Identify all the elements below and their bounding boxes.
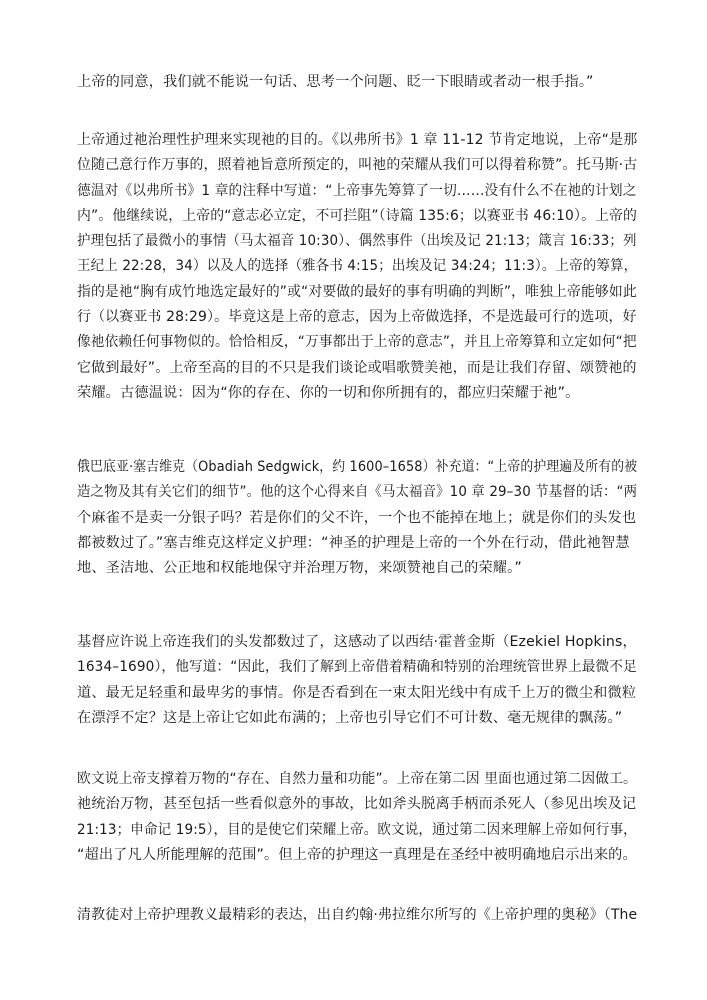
paragraph — [77, 128, 637, 406]
text-line: 基督应许说上帝连我们的头发都数过了，这感动了以西结·霍普金斯（Ezekiel Hopkins， — [77, 634, 637, 650]
paragraph — [77, 630, 637, 731]
text-line: 祂统治万物，甚至包括一些看似意外的事故，比如斧头脱离手柄而杀死人（参见出埃及记 — [77, 796, 637, 813]
text-line: 清教徒对上帝护理教义最精彩的表达，出自约翰·弗拉维尔所写的《上帝护理的奥秘》（The — [77, 907, 638, 923]
text-line: 它做到最好”。上帝至高的目的不只是我们谈论或唱歌赞美祂，而是让我们存留、颂赞祂的 — [77, 359, 637, 376]
text-line: 21:13；申命记 19:5），目的是使它们荣耀上帝。欧文说，通过第二因来理解上帝如何行事， — [77, 821, 637, 838]
text-line: 行（以赛亚书 28:29）。毕竟这是上帝的意志，因为上帝做选择，不是选最可行的选项，好 — [77, 309, 637, 326]
text-line: 都被数过了。”塞吉维克这样定义护理：“神圣的护理是上帝的一个外在行动，借此祂智慧 — [77, 534, 630, 551]
paragraph — [77, 767, 637, 868]
text-line: 俄巴底亚·塞吉维克（Obadiah Sedgwick，约 1600–1658）补充道：“上帝的护理遍及所有的被 — [77, 459, 638, 475]
text-line: 造之物及其有关它们的细节”。他的这个心得来自《马太福音》10 章 29–30 节基督的话：“两 — [77, 484, 638, 501]
text-line: “超出了凡人所能理解的范围”。但上帝的护理这一真理是在圣经中被明确地启示出来的。 — [77, 846, 637, 863]
paragraph — [77, 455, 637, 581]
text-line: 上帝通过祂治理性护理来实现祂的目的。《以弗所书》1 章 11-12 节肯定地说，上帝“是那 — [77, 132, 638, 148]
text-line: 王纪上 22:28，34）以及人的选择（雅各书 4:15；出埃及记 34:24；11:3）。上帝的筹算， — [77, 258, 638, 275]
text-line: 荣耀。古德温说：因为“你的存在、你的一切和你所拥有的，都应归荣耀于祂”。 — [77, 384, 580, 401]
text-line: 像祂依赖任何事物似的。恰恰相反，“万事都出于上帝的意志”，并且上帝筹算和立定如何“把 — [77, 334, 637, 351]
text-line: 内”。他继续说，上帝的“意志必立定，不可拦阻”（诗篇 135:6；以赛亚书 46:10）。上帝的 — [77, 207, 638, 224]
text-line: 道、最无足轻重和最卑劣的事情。你是否看到在一束太阳光线中有成千上万的微尘和微粒 — [77, 684, 637, 701]
text-line: 欧文说上帝支撑着万物的“存在、自然力量和功能”。上帝在第二因 里面也通过第二因做工。 — [77, 771, 637, 787]
text-line: 护理包括了最微小的事情（马太福音 10:30）、偶然事件（出埃及记 21:13；箴言 16:33；列 — [77, 233, 637, 250]
text-line: 个麻雀不是卖一分银子吗？若是你们的父不许，一个也不能掉在地上；就是你们的头发也 — [77, 509, 637, 526]
paragraph — [77, 70, 637, 95]
text-line: 指的是祂“胸有成竹地选定最好的”或“对要做的最好的事有明确的判断”，唯独上帝能够如此 — [77, 283, 637, 300]
text-line: 德温对《以弗所书》1 章的注释中写道：“上帝事先筹算了一切……没有什么不在祂的计划之 — [77, 182, 637, 199]
text-line: 1634–1690），他写道：“因此，我们了解到上帝借着精确和特别的治理统管世界上最微不足 — [77, 659, 637, 676]
text-line: 上帝的同意，我们就不能说一句话、思考一个问题、眨一下眼睛或者动一根手指。” — [77, 74, 594, 90]
paragraph — [77, 903, 637, 928]
text-line: 在漂浮不定？这是上帝让它如此布满的；上帝也引导它们不可计数、毫无规律的飘荡。” — [77, 709, 623, 726]
text-line: 位随己意行作万事的，照着祂旨意所预定的，叫祂的荣耀从我们可以得着称赞”。托马斯·古 — [77, 157, 638, 174]
text-line: 地、圣洁地、公正地和权能地保守并治理万物，来颂赞祂自己的荣耀。” — [77, 560, 522, 577]
